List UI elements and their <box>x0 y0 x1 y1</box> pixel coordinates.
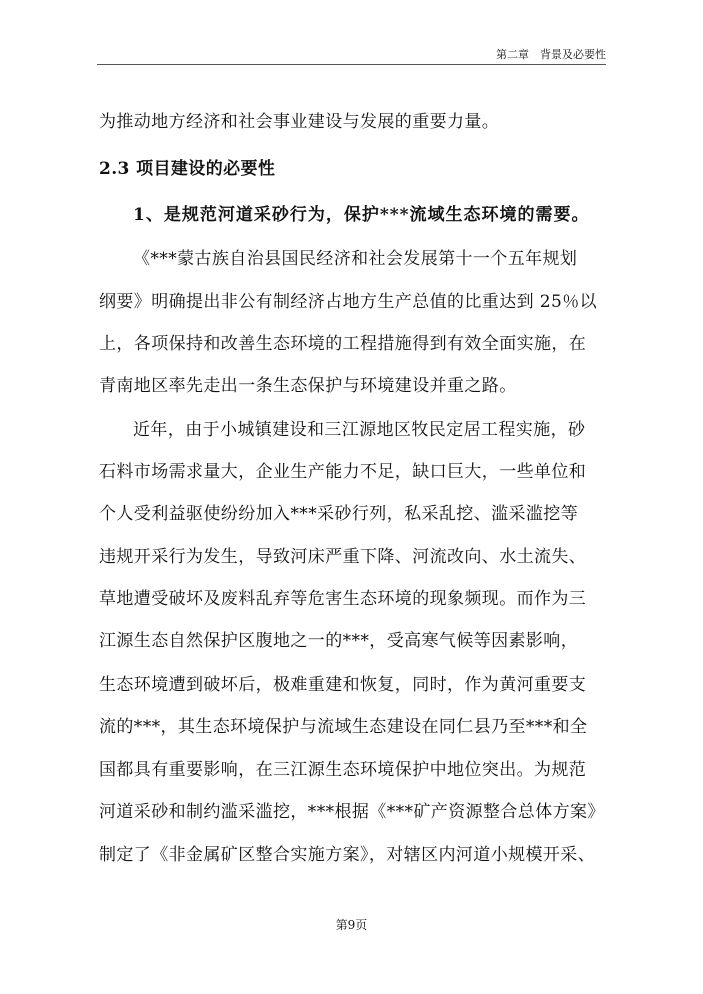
paragraph-line: 上，各项保持和改善生态环境的工程措施得到有效全面实施，在 <box>99 334 587 354</box>
paragraph-line: 《***蒙古族自治县国民经济和社会发展第十一个五年规划 <box>133 249 578 269</box>
subsection-heading: 1、是规范河道采砂行为，保护***流域生态环境的需要。 <box>133 205 590 225</box>
paragraph-line: 纲要》明确提出非公有制经济占地方生产总值的比重达到 25％以 <box>99 292 598 312</box>
paragraph-line: 违规开采行为发生，导致河床严重下降、河流改向、水土流失、 <box>99 547 587 567</box>
paragraph-line: 青南地区率先走出一条生态保护与环境建设并重之路。 <box>99 376 517 396</box>
paragraph-line: 个人受利益驱使纷纷加入***采砂行列，私采乱挖、滥采滥挖等 <box>99 504 579 524</box>
paragraph-line: 生态环境遭到破坏后，极难重建和恢复，同时，作为黄河重要支 <box>99 675 587 695</box>
paragraph-line: 石料市场需求量大，企业生产能力不足，缺口巨大，一些单位和 <box>99 462 587 482</box>
page-footer <box>0 916 703 933</box>
paragraph-line: 近年，由于小城镇建设和三江源地区牧民定居工程实施，砂 <box>133 420 586 440</box>
paragraph-line: 河道采砂和制约滥采滥挖，***根据《***矿产资源整合总体方案》 <box>99 802 605 822</box>
chapter-title: 第二章 背景及必要性 <box>496 48 606 61</box>
page-number: 第9页 <box>335 918 368 932</box>
section-heading: 2.3 项目建设的必要性 <box>99 159 276 179</box>
paragraph-line: 制定了《非金属矿区整合实施方案》，对辖区内河道小规模开采、 <box>99 845 596 865</box>
paragraph-line: 江源生态自然保护区腹地之一的***，受高寒气候等因素影响， <box>99 631 579 651</box>
paragraph-line: 国都具有重要影响，在三江源生态环境保护中地位突出。为规范 <box>99 760 587 780</box>
paragraph-line: 草地遭受破坏及废料乱弃等危害生态环境的现象频现。而作为三 <box>99 589 587 609</box>
paragraph-line: 流的***，其生态环境保护与流域生态建设在同仁县乃至***和全 <box>99 717 588 737</box>
paragraph-line: 为推动地方经济和社会事业建设与发展的重要力量。 <box>99 112 500 132</box>
running-header <box>97 46 606 65</box>
